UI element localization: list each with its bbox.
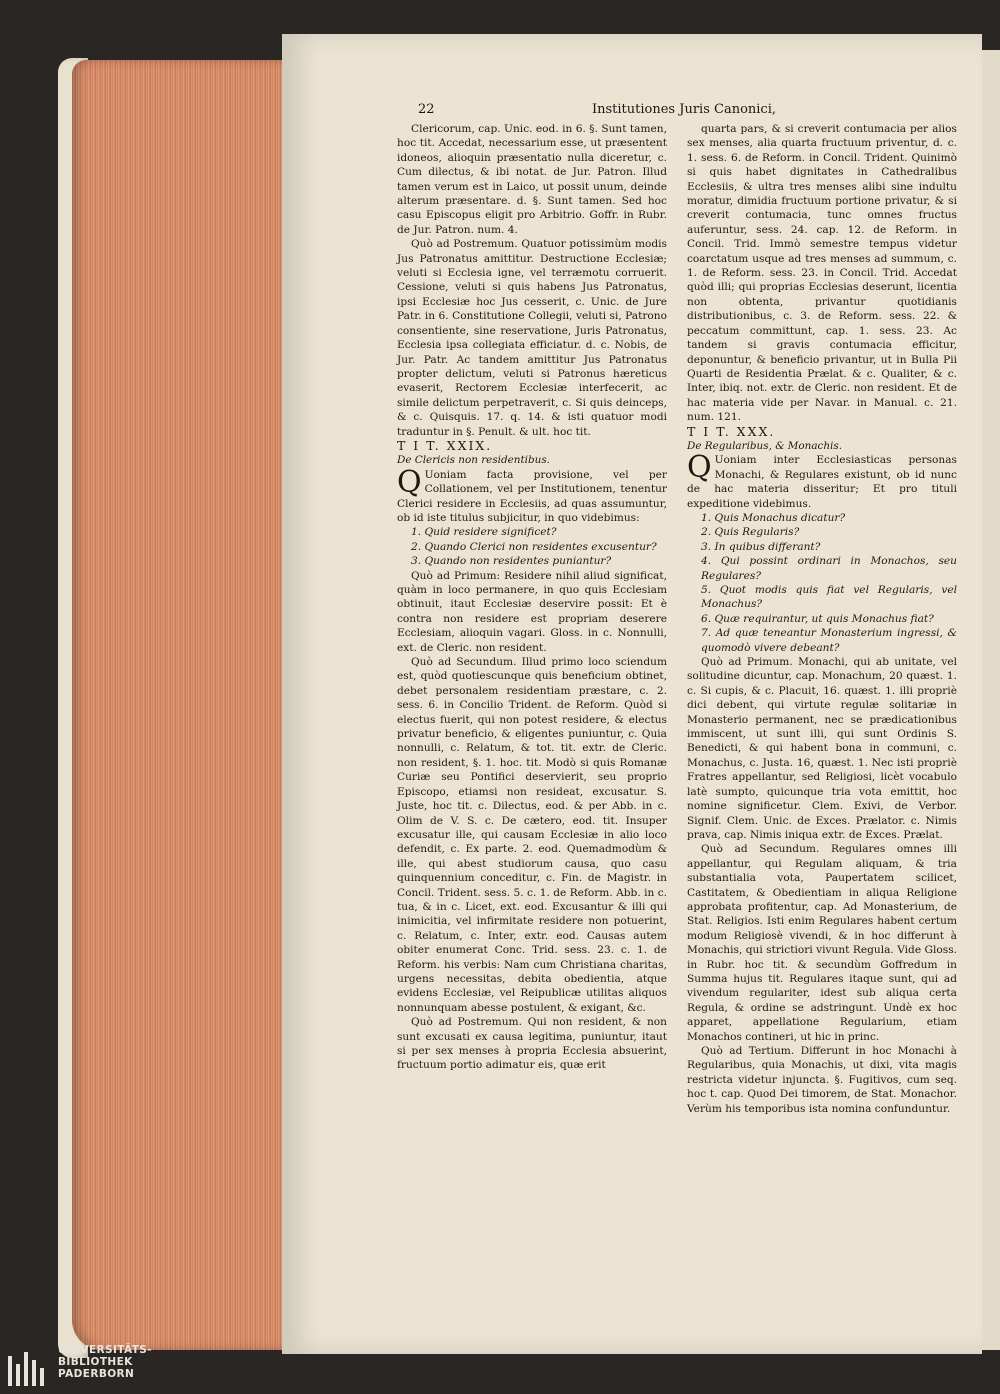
library-logo-line-3: PADERBORN [58,1368,135,1381]
list-item: 2. Quando Clerici non residentes excusentur? [411,540,657,553]
title-heading: T I T. XXIX. [397,437,493,453]
page-block-edge [72,60,292,1350]
list-item: 5. Quot modis quis fiat vel Regularis, vel Monachus? [701,584,957,611]
paragraph: Quò ad Postremum. Qui non resident, & non sunt excusati ex causa legitima, puniuntur, itaut si per sex menses à propria Ecclesia absuerint, fructuum portio adimatur eis, quæ erit [397,1016,667,1072]
left-text-column [397,122,667,1073]
paragraph: Quò ad Tertium. Differunt in hoc Monachi à Regularibus, quia Monachis, ut dixi, vita magis restricta videtur injuncta. §. Fugitivos, cum seq. hoc t. cap. Quod Dei timorem, de Stat. Monachor. Verùm his temporibus ista nomina confunduntur. [687,1045,957,1115]
right-text-column [687,122,957,1116]
paragraph-with-initial [687,450,957,511]
list-item: 4. Qui possint ordinari in Monachos, seu Regulares? [701,555,957,582]
list-item: 7. Ad quæ teneantur Monasterium ingressi, & quomodò vivere debeant? [701,627,957,654]
list-item: 6. Quæ requirantur, ut quis Monachus fiat? [701,612,934,625]
drop-initial: Q [687,450,712,486]
library-logo-icon [6,1348,46,1390]
library-logo-line-1: UNIVERSITÄTS- [58,1344,153,1356]
page-number: 22 [418,102,435,117]
list-item: 2. Quis Regularis? [701,526,800,539]
library-logo [0,1342,200,1394]
list-item: 1. Quis Monachus dicatur? [701,511,846,524]
paragraph: Quò ad Postremum. Quatuor potissimùm modis Jus Patronatus amittitur. Destructione Ecclesiæ; veluti si Ecclesia igne, vel terræmotu corruerit. Cessione, veluti si quis habens Jus Patronatus, ipsi Ecclesiæ hoc Jus cesserit, c. Unic. de Jure Patr. in 6. Constitutione Collegii, veluti si, Patrono consentiente, sine reservatione, Juris Patronatus, Ecclesia ipsa collegiata efficiatur. d. c. Nobis, de Jur. Patr. Ac tandem amittitur Jus Patronatus propter delictum, veluti si Patronus hæreticus evaserit, Rectorem Ecclesiæ interfecerit, ac simile delictum perpetraverit, c. Si quis deinceps, & c. Quisquis. 17. q. 14. & isti quatuor modi traduntur in §. Penult. & ult. hoc tit. [397,238,667,438]
paragraph: Quò ad Primum. Monachi, qui ab unitate, vel solitudine dicuntur, cap. Monachum, 20 quæst. 1. c. Si cupis, & c. Placuit, 16. quæst. 1. illi propriè dici debent, qui virtute regulæ solitariæ in Monasterio permanent, nec se prædicationibus immiscent, ut sunt illi, qui sunt Ordinis S. Benedicti, & qui habent bona in communi, c. Monachus, c. Justa. 16, quæst. 1. Nec isti propriè Fratres appellantur, sed Religiosi, licèt vocabulo latè sumpto, quicunque tria vota emittit, hoc nomine significetur. Clem. Exivi, de Verbor. Signif. Clem. Unic. de Exces. Prælator. c. Nimis prava, cap. Nimis iniqua extr. de Exces. Prælat. [687,656,957,841]
list-item: 3. Quando non residentes puniantur? [411,555,612,568]
list-item: 3. In quibus differant? [701,540,821,553]
paragraph: quarta pars, & si creverit contumacia per alios sex menses, alia quarta fructuum priventur, d. c. 1. sess. 6. de Reform. in Concil. Trident. Quinimò si quis habet dignitates in Cathedralibus Ecclesiis, & ultra tres menses alibi sine indultu moratur, dimidia fructuum portione privatur, & si creverit contumacia, tunc omnes fructus auferuntur, sess. 24. cap. 12. de Reform. in Concil. Trid. Immò semestre tempus videtur coarctatum usque ad tres menses ad summum, c. 1. de Reform. sess. 23. in Concil. Trid. Accedat quòd illi; qui proprias Ecclesias deserunt, licentia non obtenta, privantur quotidianis distributionibus, c. 3. de Reform. sess. 22. & peccatum committunt, cap. 1. sess. 23. Ac tandem si gravis contumacia efficitur, deponuntur, & beneficio privantur, ut in Bulla Pii Quarti de Residentia Prælat. & c. Qualiter, & c. Inter, ibiq. not. extr. de Cleric. non resident. Et de hac materia vide per Navar. in Manual. c. 21. num. 121. [687,123,957,424]
paragraph-text: Uoniam inter Ecclesiasticas personas Monachi, & Regulares existunt, ob id nunc de hac materia disseritur; Et pro tituli expeditione videbimus. [687,454,957,510]
running-head: Institutiones Juris Canonici, [592,102,776,117]
list-item: 1. Quid residere significet? [411,526,557,539]
paragraph: Quò ad Secundum. Regulares omnes illi appellantur, qui Regulam aliquam, & tria substantialia vota, Paupertatem scilicet, Castitatem, & Obedientiam in aliqua Religione approbata profitentur, cap. Ad Monasterium, de Stat. Religios. Isti enim Regulares habent certum modum Religiosè vivendi, & in hoc differunt à Monachis, qui strictiori vivunt Regula. Vide Gloss. in Rubr. hoc tit. & secundùm Goffredum in Summa hujus tit. Regulares itaque sunt, qui ad vivendum regulariter, idest sub aliqua certa Regula, & ordine se adstringunt. Undè ex hoc apparet, appellatione Regularium, etiam Monachos contineri, ut hic in princ. [687,843,957,1043]
paragraph: Quò ad Secundum. Illud primo loco sciendum est, quòd quotiescunque quis beneficium obtinet, debet personalem residentiam præstare, c. 2. sess. 6. in Concilio Trident. de Reform. Quòd si electus fuerit, qui non potest residere, & electus privatur beneficio, & eligentes puniuntur, c. Quia nonnulli, c. Relatum, & tot. tit. extr. de Cleric. non resident, §. 1. hoc. tit. Modò si quis Romanæ Curiæ seu Pontifici deservierit, seu proprio Episcopo, etiamsi non resideat, excusatur. S. Juste, hoc tit. c. Dilectus, eod. & per Abb. in c. Olim de V. S. c. De cætero, eod. tit. Insuper excusatur ille, qui causam Ecclesiæ in alio loco defendit, c. Ex parte. 2. eod. Quemadmodùm & ille, qui abest studiorum causa, quo casu quinquennium conceditur, c. Fin. de Magistr. in Concil. Trident. sess. 5. c. 1. de Reform. Abb. in c. tua, & in c. Licet, ext. eod. Excusantur & illi qui inimicitia, vel infirmitate residere non potuerint, c. Relatum, c. Inter, extr. eod. Causas autem obiter enumerat Conc. Trid. sess. 23. c. 1. de Reform. his verbis: Nam cum Christiana charitas, urgens necessitas, debita obedientia, atque evidens Ecclesiæ, vel Reipublicæ utilitas aliquos nonnunquam abesse postulent, & exigant, &c. [397,656,667,1014]
title-subheading: De Regularibus, & Monachis. [687,439,842,452]
paragraph-text: Uoniam facta provisione, vel per Collationem, vel per Institutionem, tenentur Clerici residere in Ecclesiis, ad quas assumuntur, ob id iste titulus subjicitur, in quo videbimus: [397,468,667,524]
title-subheading: De Clericis non residentibus. [397,454,550,467]
paragraph-with-initial [397,464,667,526]
paragraph: Clericorum, cap. Unic. eod. in 6. §. Sunt tamen, hoc tit. Accedat, necessarium esse, ut præsentent idoneos, alioquin præsentatio nulla diceretur, c. Cum dilectus, & ibi notat. de Jur. Patron. Illud tamen verum est in Laico, ut possit unum, deinde alterum præsentare. d. §. Sunt tamen. Sed hoc casu Episcopus eligit pro Arbitrio. Goffr. in Rubr. de Jur. Patron. num. 4. [397,123,667,236]
library-logo-line-2: BIBLIOTHEK [58,1356,133,1369]
paragraph: Quò ad Primum: Residere nihil aliud significat, quàm in loco permanere, in quo quis Ecclesiam obtinuit, itaut Ecclesiæ deservire possit: Et è contra non residere est propriam deserere Ecclesiam, alioquin vagari. Gloss. in c. Nonnulli, ext. de Cleric. non resident. [397,569,667,654]
drop-initial: Q [397,464,422,500]
title-heading: T I T. XXX. [687,423,776,439]
